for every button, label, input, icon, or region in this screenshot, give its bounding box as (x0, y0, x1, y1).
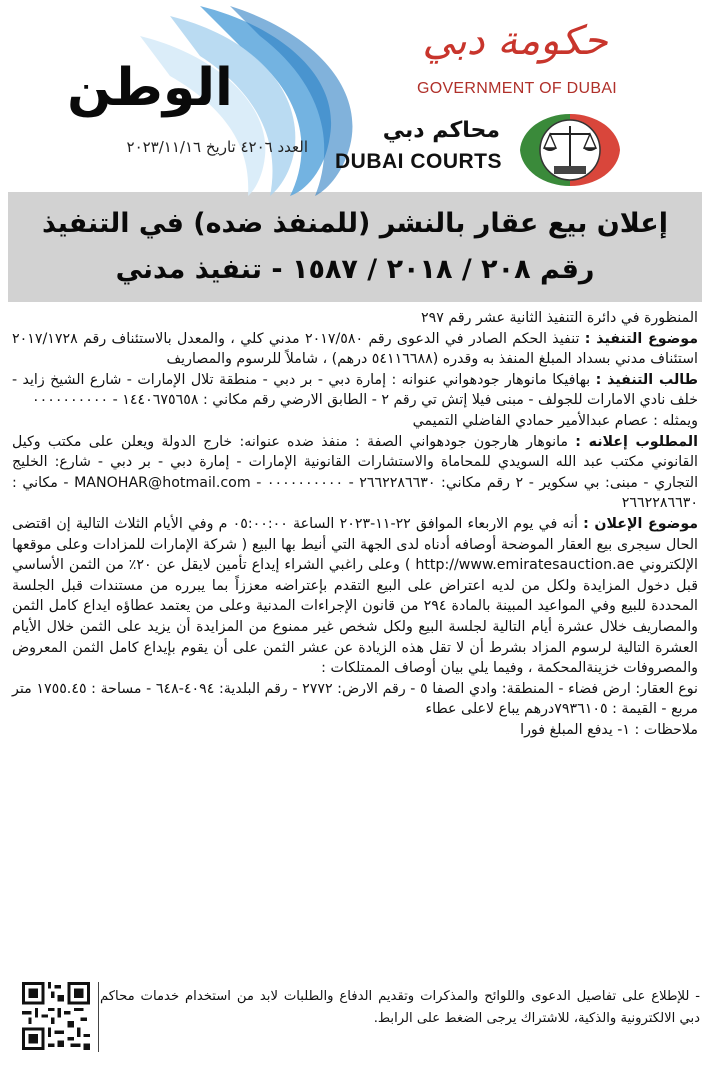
representative: ويمثله : عصام عبدالأمير حمادي الفاضلي التميمي (412, 412, 698, 429)
notice-subject-text: أنه في يوم الاربعاء الموافق ٢٢-١١-٢٠٢٣ الساعة ٠٥:٠٠:٠٠ م وفي الأيام الثلاث التالية إن اقتضى الحال سيجرى بيع العقار الموضحة أوصافه أدناه لدى الجهة التي أنيط بها البيع ( شركة الإمارات للمزادات وعلى موقعها الإلكتروني http://www.emiratesauction.ae ) وعلى راغبي الشراء إيداع تأمين لايقل عن ٢٠٪ من الثمن الأساسي قبل دخول المزايدة ولكل من لديه اعتراض على البيع التقدم بإعتراضه معززاً بما يبرره من مستندات قبل الجلسة المحددة للبيع وفي المواعيد المبينة بالمادة ٢٩٤ من قانون الإجراءات المدنية وعلى من يعتمد عطاؤه ايداع كامل الثمن والمصاريف خلال عشرة أيام التالية لجلسة البيع ولكل شخص غير ممنوع من المزايدة أن يزيد على الثمن خلال الأيام العشرة التالية لرسوم المزاد بشرط أن لا تقل هذه الزيادة عن عشر الثمن على أن يقوم بإيداع كامل الثمن المعروض والمصروفات خزينةالمحكمة ، وفيما يلي بيان أوصاف الممتلكات : (12, 515, 698, 677)
notified-party-text: مانوهار هارجون جودهواني الصفة : منفذ ضده عنوانه: خارج الدولة ويعلن على مكتب وكيل القانوني مكتب عبد الله السويدي للمحاماة والاستشارات القانونية الإمارات - إمارة دبي - بر دبي - شارع: الخليج التجاري - مبنى: بي سكوير - ٢ رقم مكاني: ٢٦٦٢٢٨٦٦٣٠ - ٠٠٠٠٠٠٠٠٠٠ - MANOHAR@hotmail.com - مكاني : ٢٦٦٢٢٨٦٦٣٠ (12, 433, 699, 512)
notice-subject-label: موضوع الإعلان : (583, 515, 699, 532)
notes: ملاحظات : ١- يدفع المبلغ فورا (520, 721, 698, 738)
government-name-en: GOVERNMENT OF DUBAI (416, 80, 618, 97)
header (0, 0, 710, 192)
execution-requester-text: بهافيكا مانوهار جودهواني عنوانه : إمارة دبي - بر دبي - منطقة تلال الإمارات - شارع الشيخ زايد - خلف نادي الامارات للجولف - مبنى فيلا إتش تي رقم ٢ - الطابق الارضي رقم مكاني : ١٤٤٠٦٧٥٦٥٨ - ٠٠٠٠٠٠٠٠٠٠ (12, 371, 698, 409)
footer-divider (98, 982, 99, 1052)
notice-body (0, 302, 710, 740)
title-line-2: رقم ٢٠٨ / ٢٠١٨ / ١٥٨٧ - تنفيذ مدني (115, 254, 595, 285)
e-services-notice: - للإطلاع على تفاصيل الدعوى واللوائح والمذكرات وتقديم الدفاع والطلبات لابد من استخدام خدمات محاكم دبي الالكترونية والذكية، للاشتراك يرجى الضغط على الرابط. (100, 989, 700, 1026)
execution-circuit: المنظورة في دائرة التنفيذ الثانية عشر رقم ٢٩٧ (421, 310, 698, 326)
footer (10, 982, 700, 1072)
execution-subject-text: تنفيذ الحكم الصادر في الدعوى رقم ٢٠١٧/٥٨٠ مدني كلي ، والمعدل بالاستئناف رقم ٢٠١٧/١٧٢٨ استئناف مدني بسداد المبلغ المنفذ به وقدره (٥٤١١٦٦٨٨ درهم) ، شاملاً للرسوم والمصاريف (12, 330, 698, 368)
execution-requester (12, 370, 698, 411)
execution-subject-label: موضوع التنفيذ : (584, 330, 698, 347)
issue-line: العدد ٤٢٠٦ تاريخ ٢٠٢٣/١١/١٦ (126, 138, 308, 156)
notice-title (8, 192, 702, 302)
qr-code-icon[interactable] (22, 982, 90, 1050)
government-name-ar: حكومة دبي (422, 18, 608, 64)
notified-party-label: المطلوب إعلانه : (575, 433, 699, 450)
notice-subject (12, 514, 698, 679)
property-description: نوع العقار: ارض فضاء - المنطقة: وادي الصفا ٥ - رقم الارض: ٢٧٧٢ - رقم البلدية: ٤٠٩٤-٦٤٨ - مساحة : ١٧٥٥.٤٥ متر مربع - القيمة : ٧٩٣٦١٠٥درهم يباع لاعلى عطاء (12, 680, 698, 718)
scales-emblem-icon (510, 110, 630, 190)
notified-party (12, 432, 698, 514)
courts-name-ar: محاكم دبي (382, 118, 500, 143)
execution-subject (12, 329, 698, 370)
title-line-1: إعلان بيع عقار بالنشر (للمنفذ ضده) في التنفيذ (42, 208, 669, 239)
execution-requester-label: طالب التنفيذ : (595, 371, 698, 388)
newspaper-name: الوطن (67, 58, 233, 118)
courts-name-en: DUBAI COURTS (335, 150, 502, 173)
